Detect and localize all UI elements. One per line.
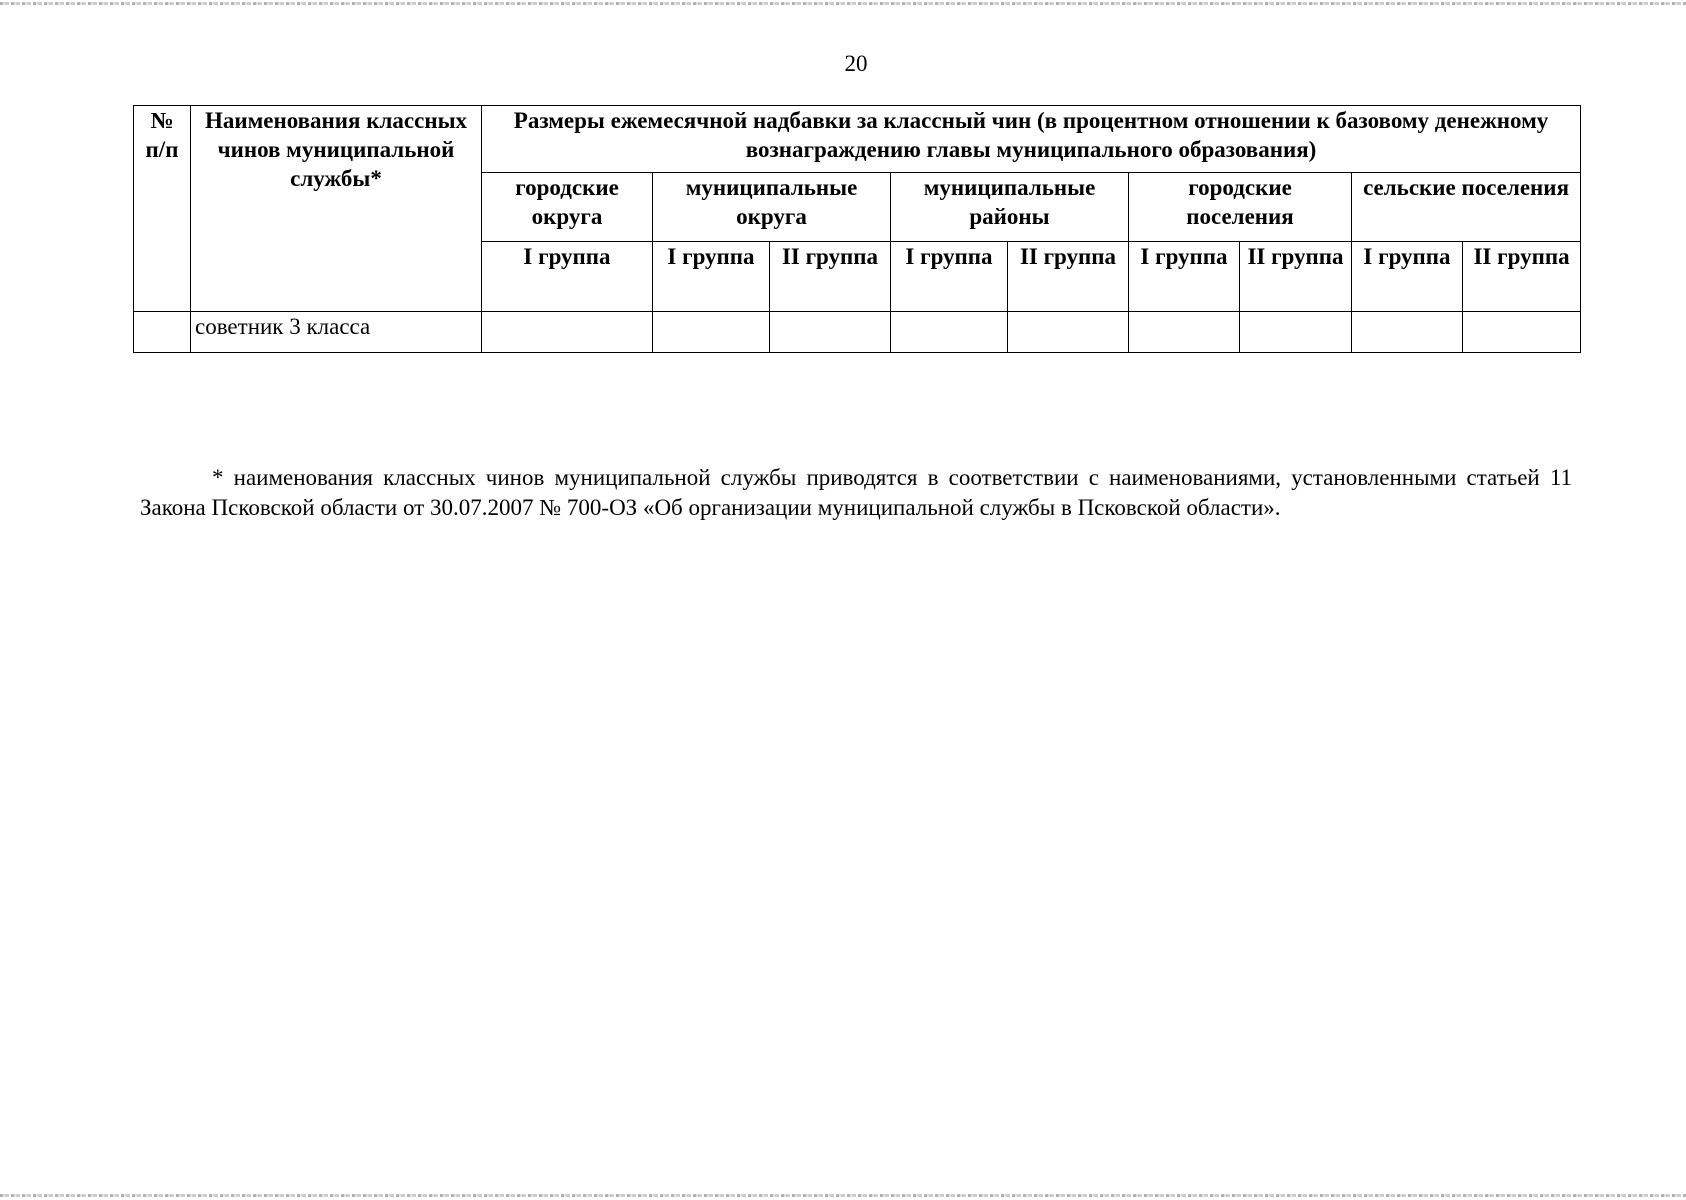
header-row-1 — [134, 106, 1581, 173]
allowance-table — [133, 105, 1581, 353]
value-cell — [1129, 312, 1240, 353]
scan-edge-bottom — [0, 1194, 1686, 1197]
value-cell — [1008, 312, 1129, 353]
category-header: сельские поселения — [1352, 173, 1581, 242]
group-header: I группа — [891, 242, 1008, 312]
category-header: городские поселения — [1129, 173, 1352, 242]
category-header: муниципальные округа — [653, 173, 891, 242]
category-header: городские округа — [482, 173, 653, 242]
table-row — [134, 312, 1581, 353]
group-header: I группа — [1129, 242, 1240, 312]
value-cell — [1463, 312, 1581, 353]
footnote: * наименования классных чинов муниципальной службы приводятся в соответствии с наименованиями, установленными статьей 11 Закона Псковской области от 30.07.2007 № 700-ОЗ «Об организации муниципальной службы в Псковской области». — [140, 465, 1572, 520]
group-header: I группа — [653, 242, 770, 312]
value-cell — [1352, 312, 1463, 353]
value-cell — [770, 312, 891, 353]
scan-edge-top — [0, 2, 1686, 5]
col-rank-name-header: Наименования классных чинов муниципальной службы* — [191, 106, 482, 312]
category-header: муниципальные районы — [891, 173, 1129, 242]
group-header: I группа — [482, 242, 653, 312]
value-cell — [891, 312, 1008, 353]
value-cell — [1240, 312, 1352, 353]
group-header: II группа — [1008, 242, 1129, 312]
row-number-cell — [134, 312, 191, 353]
page-number: 20 — [844, 51, 868, 76]
value-cell — [482, 312, 653, 353]
group-header: I группа — [1352, 242, 1463, 312]
rank-name-cell: советник 3 класса — [191, 312, 482, 353]
col-allowance-sizes-header: Размеры ежемесячной надбавки за классный чин (в процентном отношении к базовому денежному вознаграждению главы муниципального образования) — [482, 106, 1581, 173]
group-header: II группа — [1240, 242, 1352, 312]
value-cell — [653, 312, 770, 353]
group-header: II группа — [1463, 242, 1581, 312]
col-number-header: № п/п — [134, 106, 191, 312]
group-header: II группа — [770, 242, 891, 312]
